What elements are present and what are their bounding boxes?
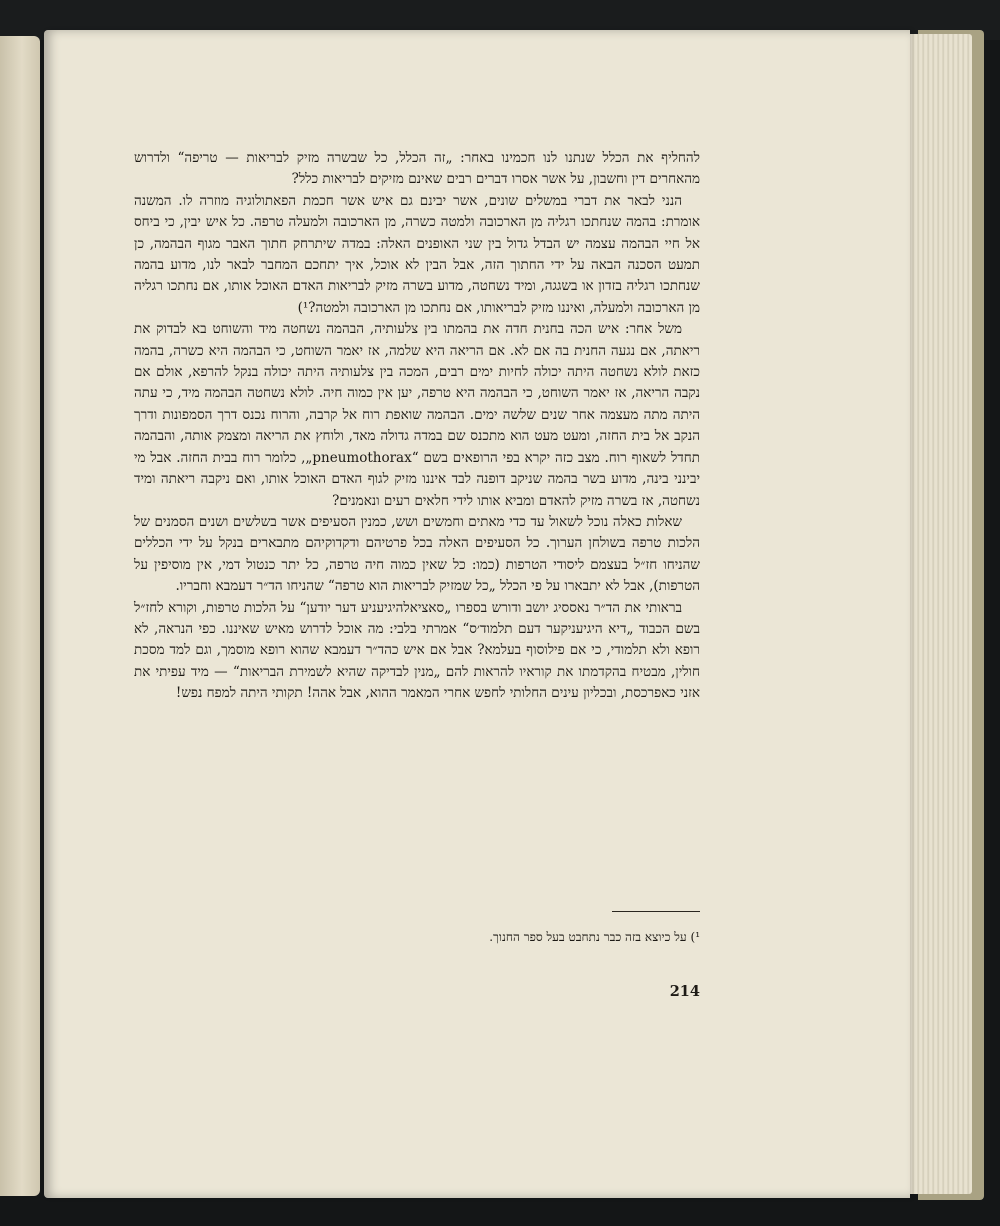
paragraph: משל אחר: איש הכה בחנית חדה את בהמתו בין צלעותיה, הבהמה נשחטה מיד והשוחט בא לבדוק את ריאתה, אם נגעה החנית בה אם לא. אם הריאה היא שלמה, אז יאמר השוחט, כי הבהמה היא כשרה, בהמה כזאת לולא נשחטה היתה יכולה לחיות ימים רבים, המכה בין צלעותיה היתה יכולה בנקל להרפא, אולם אם נקבה הריאה, אז יאמר השוחט, כי הבהמה היא טרפה, יען אין כמוה חיה. לולא נשחטה הבהמה מיד, כי עתה היתה מתה מעצמה אחר שנים שלשה ימים. הבהמה שואפת רוח אל קרבה, והרוח נכנס דרך הסמפונות ודרך הנקב אל בית החזה, ומעט מעט הוא מתכנס שם במדה גדולה מאד, ולוחץ את הריאה ומצמק אותה, והבהמה תחדל לשאוף רוח. מצב כזה יקרא בפי הרופאים בשם “pneumothorax„, כלומר רוח בבית החזה. אבל מי יבינני בינה, מדוע בשר בהמה שניקב דופנה לבד איננו מזיק לגוף האדם האוכל אותו, ואם ניקבה ריאתה ומיד נשחטה, אז בשרה מזיק להאדם ומביא אותו לידי חלאים רעים ונאמנים? <box>134 321 700 509</box>
facing-page-edge <box>0 36 40 1196</box>
paragraph: בראותי את הד״ר נאססיג יושב ודורש בספרו „סאציאלהיגיעניע דער יודען“ על הלכות טרפות, וקורא לחז״ל בשם הכבוד „דיא היגיעניקער דעם תלמוד׳ס“ אמרתי בלבי: מה אוכל לדרוש מאיש שאיננו. כפי הנראה, לא רופא ולא תלמודי, כי אם פילוסוף בעלמא? אבל אם איש כהד״ר דעמבא שהוא רופא מוסמך, וגם למד מסכת חולין, מבטיח בהקדמתו את קוראיו להראות להם „מנין לבדיקה שהיא לשמירת הבריאות“ — מיד עפיתי את אזני כאפרכסת, ובכליון עינים החלותי לחפש אחרי המאמר ההוא, אבל אהה! תקותי היתה למפח נפש! <box>134 599 700 702</box>
paragraph: שאלות כאלה נוכל לשאול עד כדי מאתים וחמשים ושש, כמנין הסעיפים אשר בשלשים ושנים הסמנים של הלכות טרפה בשולחן הערוך. כל הסעיפים האלה בכל פרטיהם ודקדוקיהם מתבארים בנקל על ידי הכללים שהניחו חז״ל בעצמם ליסודי הטרפות (כמו: כל שאין כמוה חיה טרפה, כל יתר כנטול דמי, אין מוסיפין על הטרפות), אבל לא יתבארו על פי הכלל „כל שמזיק לבריאות הוא טרפה“ שהניחו הד״ר דעמבא וחבריו. <box>134 513 700 595</box>
body-text <box>134 148 700 705</box>
page-number: 214 <box>669 983 700 1000</box>
footnote: ¹) על כיוצא בזה כבר נתחבט בעל ספר החנוך. <box>489 930 700 944</box>
paragraph: הנני לבאר את דברי במשלים שונים, אשר יבינם גם איש אשר חכמת הפאתולוגיה מוזרה לו. המשנה אומרת: בהמה שנחתכו רגליה מן הארכובה ולמטה כשרה, מן הארכובה ולמעלה טרפה. כל איש יבין, כי ביחס אל חיי הבהמה עצמה יש הבדל גדול בין שני האופנים האלה: במדה שיתרחק חתוך האבר מגוף הבהמה, כן תמעט הסכנה הבאה על ידי החתוך הזה, אבל הבין לא אוכל, איך יתחכם המחבר לבאר לנו, מדוע בהמה שנחתכו רגליה בזדון או בשגגה, ומיד נשחטה, מדוע בשרה מזיק לבריאות האדם האוכל אותו, אם נחתכו רגליה מן הארכובה ולמעלה, ואיננו מזיק לבריאותו, אם נחתכו מן הארכובה ולמטה?¹) <box>134 192 700 316</box>
paragraph: להחליף את הכלל שנתנו לנו חכמינו באחר: „זה הכלל, כל שבשרה מזיק לבריאות — טריפה“ ולדרוש מהאחרים דין וחשבון, על אשר אסרו דברים רבים שאינם מזיקים לבריאות כלל? <box>134 150 700 188</box>
footnote-rule <box>612 911 700 912</box>
